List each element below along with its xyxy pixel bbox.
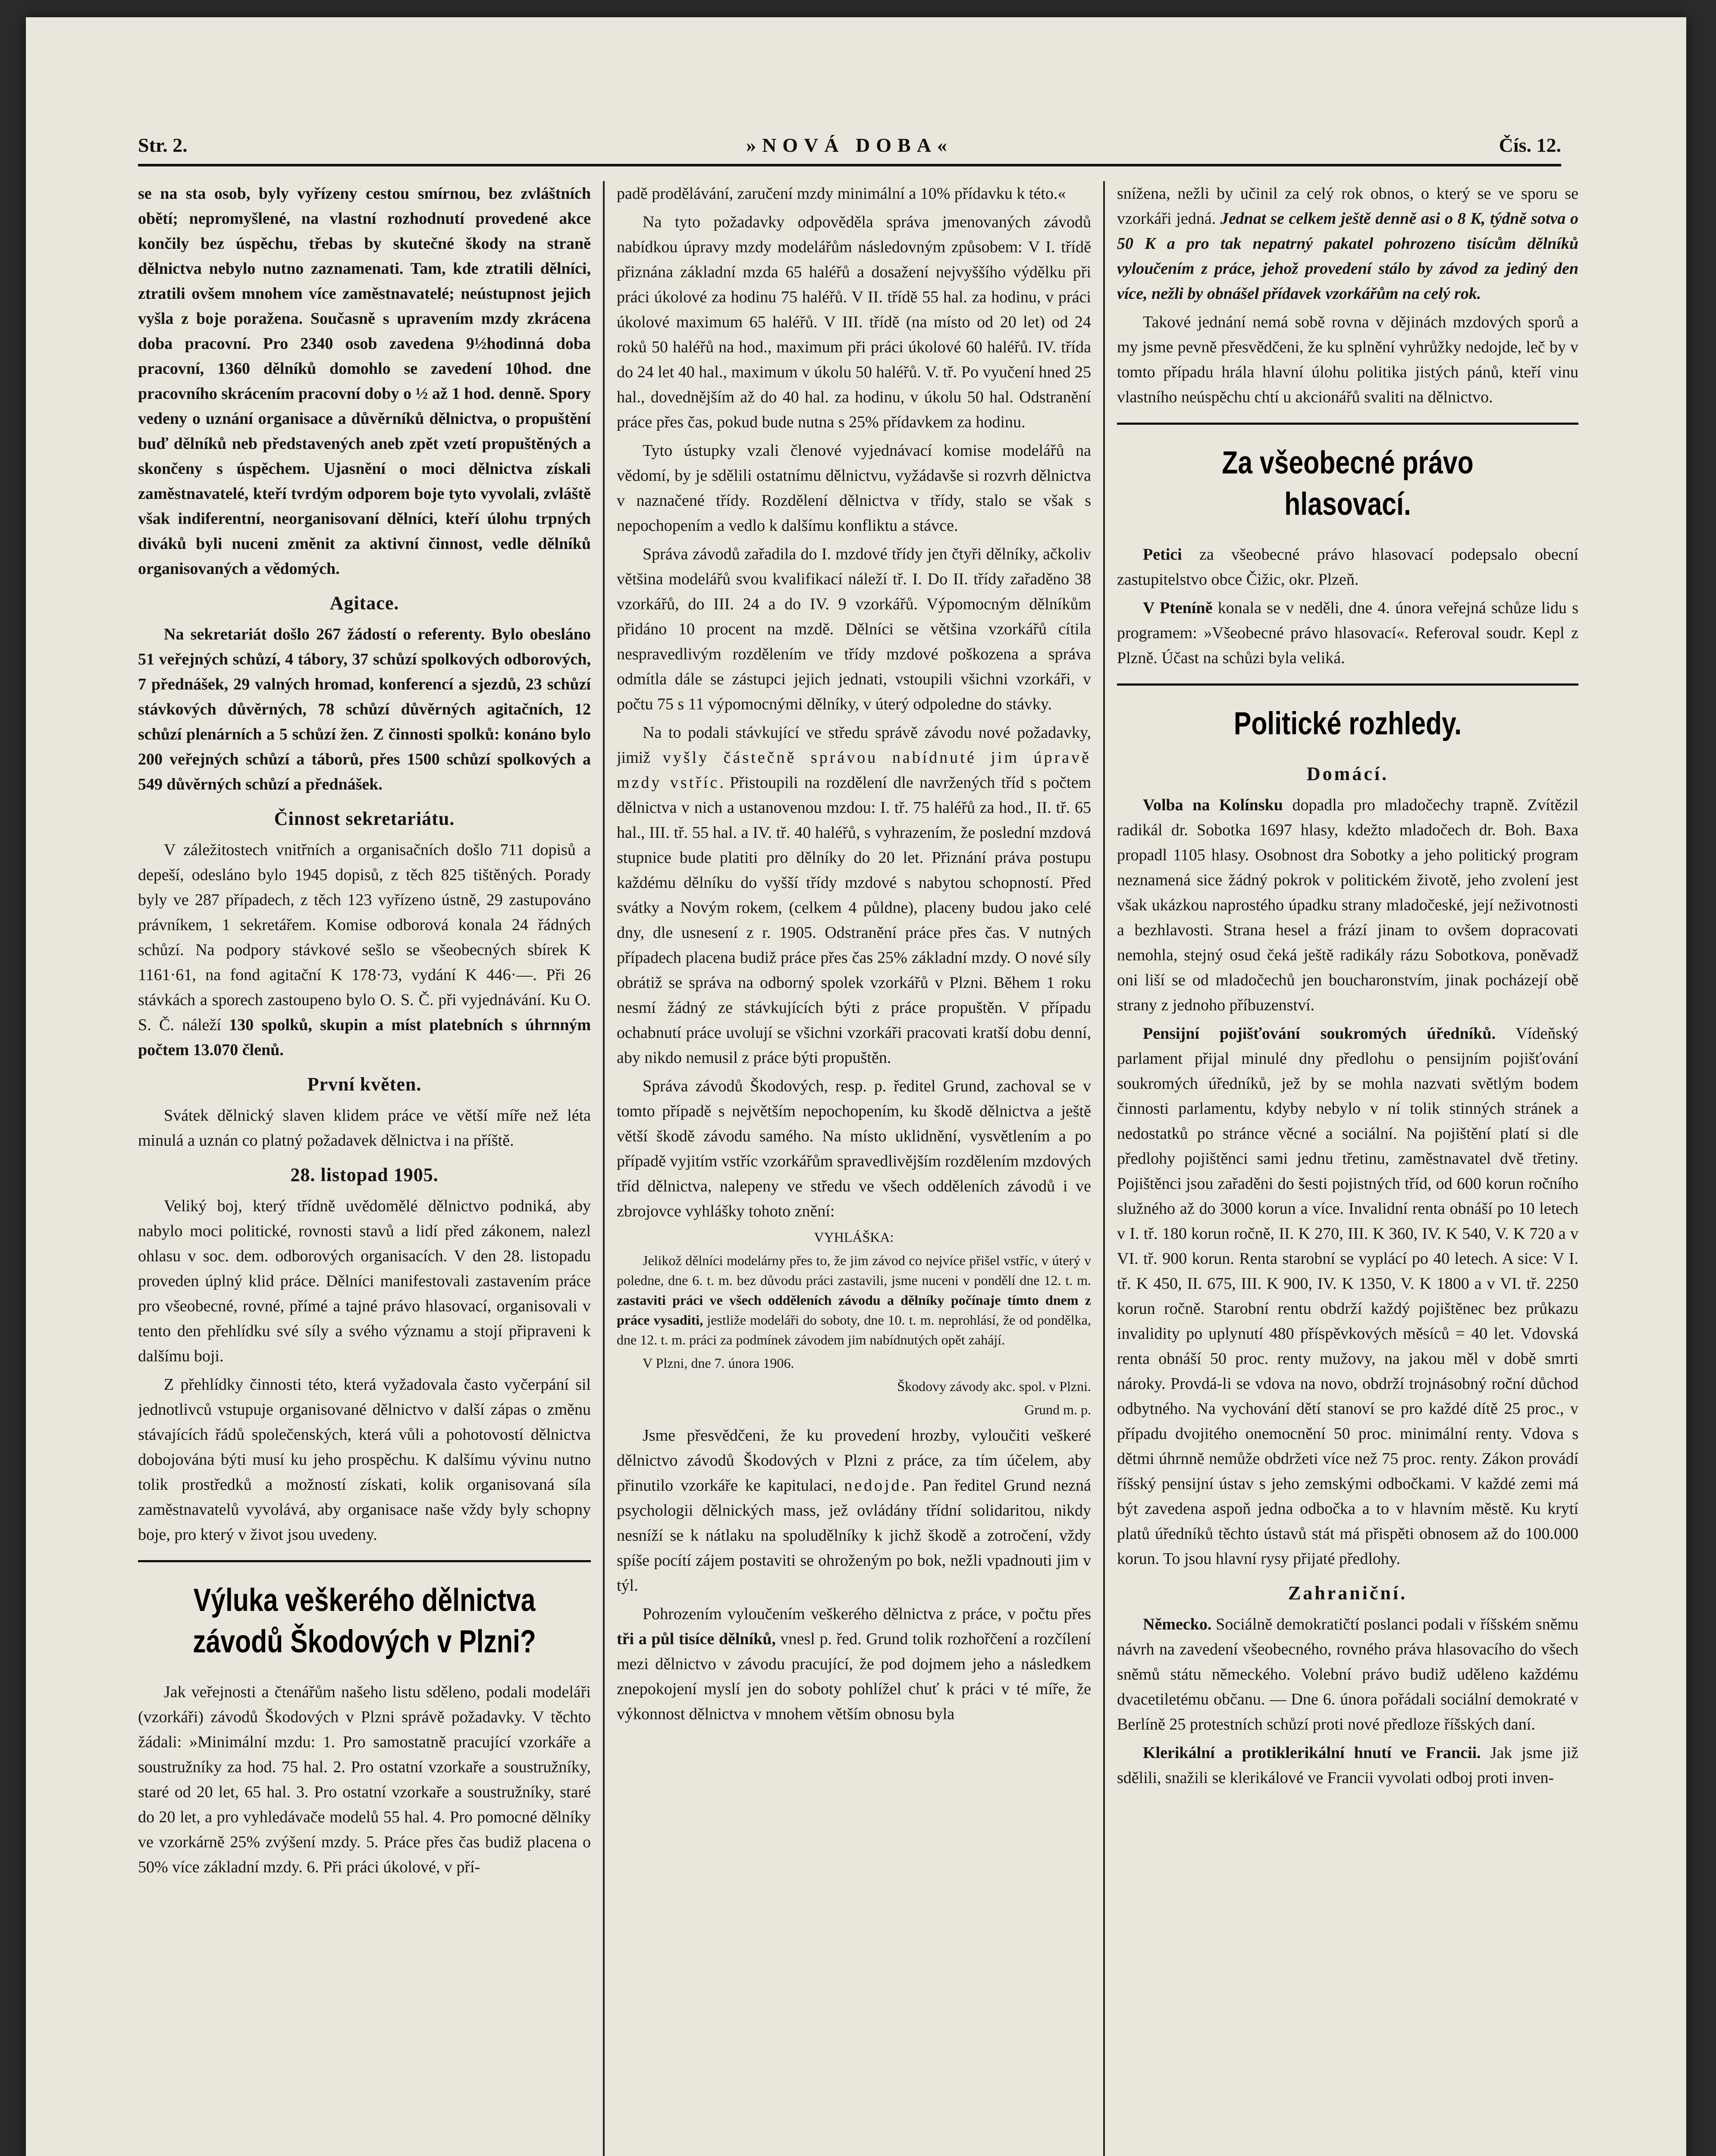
paragraph [138,837,591,1062]
newspaper-title: »NOVÁ DOBA« [746,134,953,156]
paragraph [617,1423,1091,1598]
text-run-bold: zastaviti práci ve všech odděleních závodu a dělníky počínaje tímto dnem z práce vysaditi, [617,1292,1091,1328]
text-run: Jelikož dělníci modelárny přes to, že jim závod co nejvíce přišel vstříc, v úterý v poledne, dne 6. t. m. bez důvodu práci zastavili, jsme nuceni v pondělí dne 12. t. m. [617,1253,1091,1288]
column-divider [1103,181,1105,2156]
paragraph: Správa závodů Škodových, resp. p. ředitel Grund, zachoval se v tomto případě s největším nepochopením, ku škodě dělnictva a ještě větší škodě závodu samého. Na místo uklidnění, vysvětlením a po případě vyjitím vstříc vzorkářům spravedlivějším rozdělením mzdových tříd dělnictva, nalepeny ve středu ve všech odděleních závodů i ve zbrojovce vyhlášky tohoto znění: [617,1077,1091,1220]
paragraph: Na tyto požadavky odpověděla správa jmenovaných závodů nabídkou úpravy mzdy modelářům následovným způsobem: V I. třídě přiznána základní mzda 65 haléřů a dosažení nejvyššího výdělku při práci úkolové za hodinu 75 haléřů. V II. třídě 55 hal. za hodinu, v práci úkolové maximum 65 haléřů. V III. třídě (na místo od 20 let) od 24 roků 50 haléřů na hod., maximum při práci úkolové 60 haléřů. IV. třída do 24 let 40 hal., maximum v úkolu 50 haléřů. V. tř. Po vyučení hned 25 hal., dovednějším až do 40 hal. za hodinu, v úkolu 50 hal. Odstranění práce přes čas, pokud bude nutna s 25% přídavkem za hodinu. [617,213,1091,431]
section-heading: První květen. [307,1074,422,1095]
text-run: jestliže modeláři do soboty, dne 10. t. m. neprohlásí, že od pondělka, dne 12. t. m. práci za podmínek závodem jim nabídnutých opět zahájí. [617,1312,1091,1348]
text-run: za všeobecné právo hlasovací podepsalo obecní zastupitelstvo obce Čižic, okr. Plzeň. [1117,545,1578,589]
newspaper-page [26,17,1686,2156]
text-run-italic: Jednat se celkem ještě denně asi o 8 K, týdně sotva o 50 K a pro tak nepatrný pakatel pohrozeno tisícům dělníků vyloučením z práce, jehož provedení stálo by závod za jediný den více, nežli by obnášel přídavek vzorkářům na celý rok. [1117,210,1578,303]
column-divider [603,181,605,2156]
paragraph: Svátek dělnický slaven klidem práce ve větší míře než léta minulá a uznán co platný požadavek dělnictva i na příště. [138,1106,591,1150]
divider [138,1560,591,1562]
notice-block [617,1227,1091,1420]
paragraph [1117,1021,1578,1571]
text-run: V záležitostech vnitřních a organisačních došlo 711 dopisů a depeší, odesláno bylo 1945 dopisů, z těch 825 tištěných. Porady byly ve 287 případech, z těch 123 vyřízeno ústně, 29 zastupováno právníkem, 1 sekretářem. Komise odborová konala 24 řádných schůzí. Na podpory stávkové sešlo se všeobecných sbírek K 1161·61, na fond agitační K 178·73, vydání K 446·—. Při 26 stávkách a sporech zastoupeno bylo O. S. Č. při vyjednávání. Ku O. S. Č. náleží [138,841,591,1034]
paragraph: Veliký boj, který třídně uvědomělé dělnictvo podniká, aby nabylo moci politické, rovnosti stavů a lidí před zákonem, nalezl ohlasu v soc. dem. odborových organisacích. V den 28. listopadu proveden úplný klid práce. Dělníci manifestovali zastavením práce pro všeobecné, rovné, přímé a tajné právo hlasovací, organisovali v tento den přehlídku své síly a svého významu a stojí připraveni k dalšímu boji. [138,1197,591,1365]
text-run: Pohrozením vyloučením veškerého dělnictva z práce, v počtu přes [643,1605,1091,1623]
section-heading: Agitace. [329,592,399,614]
paragraph: Na sekretariát došlo 267 žádostí o referenty. Bylo obesláno 51 veřejných schůzí, 4 tábory, 37 schůzí spolkových odborových, 7 přednášek, 29 valných hromad, konferencí a sjezdů, 23 schůzí stávkových důvěrných, 78 schůzí důvěrných agitačních, 12 schůzí plenárních a 5 schůzí žen. Z činnosti spolků: konáno bylo 200 veřejných schůzí a táborů, přes 1500 schůzí spolkových a 549 důvěrných schůzí a přednášek. [138,625,591,793]
notice-text [617,1250,1091,1350]
text-run-spaced: vyšly částečně správou nabídnuté jim úpravě mzdy vstříc [617,749,1091,792]
notice-signature: Škodovy závody akc. spol. v Plzni. [897,1379,1091,1394]
text-run: . Pan ředitel Grund nezná psychologii dělnických mass, jež ovládány třídní solidaritou, nikdy nesníží se k nátlaku na spoludělníky k jichž škodě a zotročení, vždy spíše pocítí zájem postaviti se ohroženým po bok, nežli vpadnouti jim v týl. [617,1476,1091,1595]
text-run-bold: 130 spolků, skupin a míst platebních s úhrnným počtem 13.070 členů. [138,1016,591,1059]
paragraph: Z přehlídky činnosti této, která vyžadovala často vyčerpání sil jednotlivců vstupuje organisované dělnictvo v další zápas o změnu stávajících řádů společenských, která vůli a pohotovostí dělnictva dobojována býti musí ku jeho prospěchu. K dalšímu vývinu nutno tolik prostředků a možností získati, kolik organisovaná síla zaměstnavatelů vyvolává, aby organisace naše vždy byly schopny boje, pro který v život jsou uvedeny. [138,1376,591,1544]
text-run-spaced: nedojde [844,1476,911,1495]
text-run-bold: Německo. [1143,1615,1212,1633]
paragraph: se na sta osob, byly vyřízeny cestou smírnou, bez zvláštních obětí; nepromyšlené, na vlastní rozhodnutí provedené akce končily bez úspěchu, třebas by skutečné škody na straně dělnictva nebylo nutno zaznamenati. Tam, kde ztratili dělníci, ztratili ovšem mnohem více zaměstnavatelé; neústupnost jejich vyšla z boje poražena. Současně s upravením mzdy zkrácena doba pracovní. Pro 2340 osob zavedena 9½hodinná doba pracovní, 1360 dělníků domohlo se zavedení 10hod. dne pracovního skrácením pracovní doby o ½ až 1 hod. denně. Spory vedeny o uznání organisace a důvěrníků dělnictva, o propuštění buď dělníků neb představených aneb zpět vzetí propuštěných a skončeny s úspěchem. Ujasnění o moci dělnictva získali zaměstnavatelé, kteří tvrdým odporem boje tyto vyvolali, zvláště však indiferentní, neorganisovaní dělníci, kteří úlohu trpných diváků byli nuceni změnit za aktivní činnost, vedle dělníků organisovaných a vědomých. [138,185,591,578]
text-run: konala se v neděli, dne 4. února veřejná schůze lidu s programem: »Všeobecné právo hlasovací«. Referoval soudr. Kepl z Plzně. Účast na schůzi byla veliká. [1117,599,1578,667]
text-run: Na to podali stávkující ve středu správě závodu nové požadavky, jimiž [617,724,1091,767]
column-3 [1117,181,1578,2156]
text-run-bold: V Pteníně [1143,599,1213,617]
divider [1117,683,1578,686]
paragraph: Takové jednání nemá sobě rovna v dějinách mzdových sporů a my jsme pevně přesvědčeni, že ku splnění vyhrůžky nedojde, leč by v tomto případu hrála hlavní úlohu politika jistých pánů, kteří vinu vlastního neúspěchu chtí u akcionářů svaliti na dělnictvo. [1117,313,1578,406]
paragraph [617,720,1091,1070]
paragraph [1117,1612,1578,1737]
notice-signature: Grund m. p. [1024,1402,1091,1417]
paragraph [1117,793,1578,1018]
text-run: Sociálně demokratičtí poslanci podali v říšském sněmu návrh na zavedení všeobecného, rovného práva hlasovacího do všech sněmů státu německého. Volební právo budiž uděleno každému dvacetiletému občanu. — Dne 6. února pořádali sociální demokraté v Berlíně 25 protestních schůzí proti nové předloze říšských daní. [1117,1615,1578,1733]
text-run-bold: Pensijní pojišťování soukromých úředníků. [1143,1025,1496,1043]
notice-title: VYHLÁŠKA: [814,1229,894,1245]
paragraph: Tyto ústupky vzali členové vyjednávací komise modelářů na vědomí, by je sdělili ostatnímu dělnictvu, vyžádavše si rozvrh dělnictva v naznačené třídy. Rozdělení dělnictva v třídy, stalo se však s nepochopením a vedlo k dalšímu konfliktu a stávce. [617,442,1091,535]
section-heading: 28. listopad 1905. [290,1164,439,1185]
section-heading: Domácí. [1306,763,1389,784]
paragraph [1117,542,1578,592]
page-header [138,125,1561,166]
section-heading: Zahraniční. [1288,1583,1408,1604]
text-run: vnesl p. řed. Grund tolik rozhořčení a rozčílení mezi dělnictvo v závodu pracující, že pod dojmem jeho a následkem znepokojení myslí jen do soboty pohlížel chuť k práci v té míře, že výkonnost dělnictva v mnohem větším obnosu byla [617,1630,1091,1723]
page-number: Str. 2. [138,134,188,156]
text-run: Jak jsme již sdělili, snažili se klerikálové ve Francii vyvolati odboj proti inven- [1117,1744,1578,1787]
text-run: snížena, nežli by učinil za celý rok obnos, o který se ve sporu se vzorkáři jedná. [1117,185,1578,228]
notice-date: V Plzni, dne 7. února 1906. [643,1355,794,1371]
divider [1117,423,1578,425]
paragraph [1117,181,1578,306]
text-run-bold: tři a půl tisíce dělníků, [617,1630,776,1648]
issue-number: Čís. 12. [1499,134,1561,156]
text-run: Jsme přesvědčeni, že ku provedení hrozby, vyloučiti veškeré dělnictvo závodů Škodových v Plzni z práce, za tím účelem, aby přinutilo vzorkáře ke kapitulaci, [617,1426,1091,1495]
column-1 [138,181,591,2156]
text-run-bold: Volba na Kolínsku [1143,796,1283,814]
text-run-bold: Klerikální a protiklerikální hnutí ve Francii. [1143,1744,1481,1762]
paragraph [1117,595,1578,671]
section-heading: Činnost sekretariátu. [274,808,455,829]
text-run-bold: Petici [1143,545,1182,564]
text-run: dopadla pro mladočechy trapně. Zvítězil radikál dr. Sobotka 1697 hlasy, kdežto mladočech dr. Boh. Baxa propadl 1105 hlasy. Osobnost dra Sobotky a jeho politický program neznamená sice žádný pokrok v politickém životě, jeho zvolení jest však ukázkou naprostého úpadku strany mladočeské, její neživotnosti a bezhlavosti. Strana hesel a frází jinam to ovšem dopracovati nemohla, stejný osud čeká ještě radikály rázu Sobotkova, poněvadž oni liší se od mladočechů jen boucharonstvím, jinak pocházejí obě strany z jednoho příbuzenství. [1117,796,1578,1014]
paragraph [1117,1740,1578,1790]
text-run: . Přistoupili na rozdělení dle navržených tříd s počtem dělnictva v nich a ustanovenou mzdou: I. tř. 75 haléřů za hod., II. tř. 65 hal., III. tř. 55 hal. a IV. tř. 40 haléřů, s vyhrazením, že poslední mzdová stupnice bude platiti pro dělníky do 20 let. Přiznání práva postupu každému dělníku do vyšší třídy mzdové s nabytou schopností. Před svátky a Novým rokem, (celkem 4 půldne), placeny budou jako celé dny, dle usnesení z r. 1905. Odstranění práce přes čas. V nutných případech placena budiž práce přes čas 25% základní mzdy. O nové síly obrátiž se správa na odborný spolek vzorkářů v Plzni. Během 1 roku nesmí žádný ze stávkujících býti z práce propuštěn. V případu ochabnutí práce uvolují se všichni vzorkáři pracovati kratší dobu denní, aby nikdo nemusil z práce býti propuštěn. [617,774,1091,1067]
text-run: Vídeňský parlament přijal minulé dny předlohu o pensijním pojišťování soukromých úředníků, jež by se mohla nazvati světlým bodem činnosti parlamentu, kdyby nebylo v ní tolik stinných stránek a nedostatků po stránce věcné a sociální. Na pojištění platí si dle předlohy pojištěnci sami jednu třetinu, zaměstnavatel dvě třetiny. Pojištěnci jsou zařaděni do šesti pojistných tříd, od 600 korun ročního služného až do 3000 korun a více. Invalidní renta obnáší po 10 letech v I. tř. 180 korun ročně, II. K 270, III. K 360, IV. K 540, V. K 720 a v VI. tř. 900 korun. Renta starobní se vyplácí po 40 letech. A sice: V I. tř. K 450, II. 675, III. K 900, IV. K 1350, V. K 1800 a v VI. tř. 2250 korun ročně. Starobní rentu obdrží každý pojištěnec bez průkazu invalidity po uplynutí 480 příspěvkových měsíců = 40 let. Vdovská renta obnáší 50 proc. renty mužovy, na jakou měl v době smrti nároky. Provdá-li se vdova na novo, obdrží trojnásobný roční důchod odbytného. Na vychování dětí stanoví se pro každé dítě 25 proc., v případu dvojitého onemocnění 50 proc. minimální renty. Vdova s dětmi úhrnně nemůže obdržeti více než 75 proc. renty. Zákon provádí říšský pensijní ústav s jeho zemskými odbočkami. V každé zemi má být zavedena aspoň jedna odbočka a to v hlavním městě. Ku krytí platů úředníků těchto ústavů stát má přispěti obnosem až do 100.000 korun. To jsou hlavní rysy přijaté předlohy. [1117,1025,1578,1568]
article-headline: Výluka veškerého dělnictva závodů Škodových v Plzni? [193,1582,536,1659]
paragraph [617,1601,1091,1727]
article-headline: Za všeobecné právo hlasovací. [1222,445,1474,522]
column-2 [617,181,1091,2156]
article-headline: Politické rozhledy. [1233,705,1462,741]
paragraph: Jak veřejnosti a čtenářům našeho listu sděleno, podali modeláři (vzorkáři) závodů Škodových v Plzni správě požadavky. V těchto žádali: »Minimální mzdu: 1. Pro samostatně pracující vzorkáře a soustružníky za hod. 75 hal. 2. Pro ostatní vzorkaře a soustružníky, staré od 20 let, 65 hal. 3. Pro ostatní vzorkaře a soustružníky, staré do 20 let, a pro vyhledávače modelů 55 hal. 4. Pro pomocné dělníky ve vzorkárně 25% zvýšení mzdy. 5. Práce přes čas budiž placena o 50% více základní mzdy. 6. Při práci úkolové, v pří- [138,1683,591,1876]
paragraph: padě prodělávání, zaručení mzdy minimální a 10% přídavku k této.« [617,185,1066,203]
paragraph: Správa závodů zařadila do I. mzdové třídy jen čtyři dělníky, ačkoliv většina modelářů svou kvalifikací náleží tř. I. Do II. třídy zařaděno 38 vzorkářů, do III. 24 a do IV. 9 vzorkářů. Výpomocným dělníkům přidáno 10 procent na mzdě. Dělníci se většina vzorkářů cítila nespravedlivým rozdělením ve třídy mzdové poškozena a správa odmítla dále se zástupci jejich jednati, vstoupili všichni vzorkáři, v počtu 75 s 11 výpomocnými dělníky, v úterý odpoledne do stávky. [617,545,1091,713]
